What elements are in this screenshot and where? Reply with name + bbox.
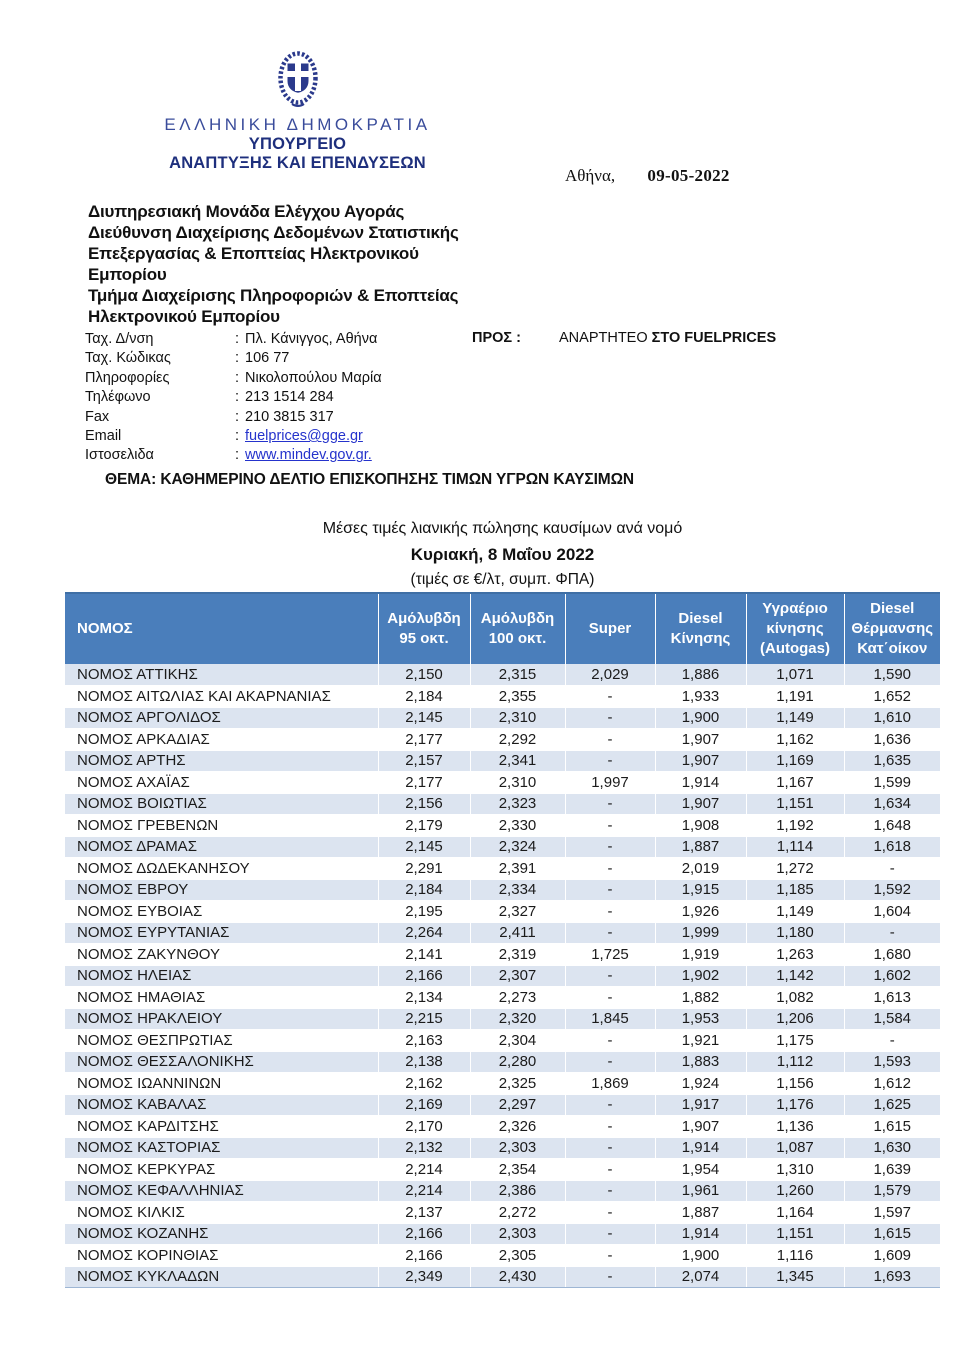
price-cell: 2,292 <box>470 729 565 751</box>
contact-label: Ταχ. Δ/νση <box>85 331 154 347</box>
contact-row <box>85 427 382 446</box>
prefecture-name: ΝΟΜΟΣ ΚΟΡΙΝΘΙΑΣ <box>65 1245 378 1267</box>
price-cell: 1,845 <box>565 1008 655 1030</box>
prefecture-name: ΝΟΜΟΣ ΚΕΡΚΥΡΑΣ <box>65 1159 378 1181</box>
ministry-line2: ΑΝΑΠΤΥΞΗΣ ΚΑΙ ΕΠΕΝΔΥΣΕΩΝ <box>169 154 426 172</box>
price-cell: 2,214 <box>378 1180 470 1202</box>
column-header: Diesel Κίνησης <box>655 593 746 664</box>
price-cell: 1,630 <box>844 1137 940 1159</box>
table-row <box>65 729 940 751</box>
price-cell: 1,149 <box>746 707 844 729</box>
price-cell: 2,349 <box>378 1266 470 1288</box>
document-date: 09-05-2022 <box>647 166 730 185</box>
table-row <box>65 815 940 837</box>
prefecture-name: ΝΟΜΟΣ ΚΕΦΑΛΛΗΝΙΑΣ <box>65 1180 378 1202</box>
price-cell: 2,310 <box>470 707 565 729</box>
price-cell: 2,341 <box>470 750 565 772</box>
contact-row <box>85 349 382 368</box>
prefecture-name: ΝΟΜΟΣ ΗΛΕΙΑΣ <box>65 965 378 987</box>
price-cell: 1,192 <box>746 815 844 837</box>
price-cell: 1,206 <box>746 1008 844 1030</box>
price-cell: 1,345 <box>746 1266 844 1288</box>
price-cell: 1,648 <box>844 815 940 837</box>
price-cell: 1,071 <box>746 664 844 686</box>
price-cell: 1,953 <box>655 1008 746 1030</box>
price-cell: 1,625 <box>844 1094 940 1116</box>
price-cell: 2,291 <box>378 858 470 880</box>
price-cell: 1,639 <box>844 1159 940 1181</box>
price-cell: 2,303 <box>470 1137 565 1159</box>
department-line: Διυπηρεσιακή Μονάδα Ελέγχου Αγοράς <box>88 202 405 221</box>
prefecture-name: ΝΟΜΟΣ ΑΤΤΙΚΗΣ <box>65 664 378 686</box>
table-row <box>65 1051 940 1073</box>
price-cell: 2,029 <box>565 664 655 686</box>
price-cell: 2,074 <box>655 1266 746 1288</box>
table-row <box>65 879 940 901</box>
price-cell: 2,326 <box>470 1116 565 1138</box>
price-cell: 1,260 <box>746 1180 844 1202</box>
contact-value: 106 77 <box>245 350 290 367</box>
price-cell: - <box>565 1116 655 1138</box>
price-cell: 1,602 <box>844 965 940 987</box>
price-cell: 1,900 <box>655 1245 746 1267</box>
price-cell: 2,320 <box>470 1008 565 1030</box>
price-cell: - <box>565 1180 655 1202</box>
price-cell: 2,019 <box>655 858 746 880</box>
price-cell: 2,280 <box>470 1051 565 1073</box>
column-header: Αμόλυβδη 95 οκτ. <box>378 593 470 664</box>
price-cell: 1,926 <box>655 901 746 923</box>
column-header: Super <box>565 593 655 664</box>
price-cell: - <box>565 1094 655 1116</box>
price-cell: 1,597 <box>844 1202 940 1224</box>
prefecture-name: ΝΟΜΟΣ ΚΑΒΑΛΑΣ <box>65 1094 378 1116</box>
price-cell: 1,604 <box>844 901 940 923</box>
price-cell: - <box>565 987 655 1009</box>
price-cell: 2,386 <box>470 1180 565 1202</box>
table-row <box>65 1116 940 1138</box>
table-row <box>65 1159 940 1181</box>
prefecture-name: ΝΟΜΟΣ ΒΟΙΩΤΙΑΣ <box>65 793 378 815</box>
price-cell: 1,914 <box>655 1223 746 1245</box>
price-cell: 1,615 <box>844 1223 940 1245</box>
price-cell: 1,136 <box>746 1116 844 1138</box>
price-cell: 1,886 <box>655 664 746 686</box>
price-cell: 1,310 <box>746 1159 844 1181</box>
prefecture-name: ΝΟΜΟΣ ΗΜΑΘΙΑΣ <box>65 987 378 1009</box>
price-cell: - <box>565 922 655 944</box>
table-row <box>65 772 940 794</box>
price-cell: - <box>565 879 655 901</box>
prefecture-name: ΝΟΜΟΣ ΑΡΤΗΣ <box>65 750 378 772</box>
contact-row <box>85 369 382 388</box>
price-cell: 1,149 <box>746 901 844 923</box>
price-cell: 1,869 <box>565 1073 655 1095</box>
table-title: Μέσες τιμές λιανικής πώλησης καυσίμων ανά νομό <box>322 520 683 537</box>
date-line <box>565 166 730 186</box>
pros-value-bold: ΣΤΟ FUELPRICES <box>651 330 777 346</box>
price-cell: 2,430 <box>470 1266 565 1288</box>
department-block <box>88 201 459 327</box>
price-cell: 2,138 <box>378 1051 470 1073</box>
price-cell: 1,883 <box>655 1051 746 1073</box>
price-cell: 2,163 <box>378 1030 470 1052</box>
contact-label: Τηλέφωνο <box>85 389 151 406</box>
price-cell: 1,907 <box>655 793 746 815</box>
price-cell: 2,170 <box>378 1116 470 1138</box>
table-row <box>65 1223 940 1245</box>
department-line: Διεύθυνση Διαχείρισης Δεδομένων Στατιστικής <box>88 223 459 242</box>
subject-line: ΘΕΜΑ: ΚΑΘΗΜΕΡΙΝΟ ΔΕΛΤΙΟ ΕΠΙΣΚΟΠΗΣΗΣ ΤΙΜΩΝ ΥΓΡΩΝ ΚΑΥΣΙΜΩΝ <box>105 471 635 488</box>
price-cell: 2,304 <box>470 1030 565 1052</box>
column-header: ΝΟΜΟΣ <box>65 593 378 664</box>
price-cell: 2,297 <box>470 1094 565 1116</box>
price-cell: 1,613 <box>844 987 940 1009</box>
contact-value: 213 1514 284 <box>245 389 334 406</box>
price-cell: 2,134 <box>378 987 470 1009</box>
prefecture-name: ΝΟΜΟΣ ΘΕΣΠΡΩΤΙΑΣ <box>65 1030 378 1052</box>
price-cell: - <box>565 965 655 987</box>
price-cell: - <box>565 1051 655 1073</box>
prefecture-name: ΝΟΜΟΣ ΑΧΑΪΑΣ <box>65 772 378 794</box>
price-cell: 1,961 <box>655 1180 746 1202</box>
price-cell: 1,175 <box>746 1030 844 1052</box>
price-cell: 2,132 <box>378 1137 470 1159</box>
prefecture-name: ΝΟΜΟΣ ΚΟΖΑΝΗΣ <box>65 1223 378 1245</box>
prefecture-name: ΝΟΜΟΣ ΚΥΚΛΑΔΩΝ <box>65 1266 378 1288</box>
pros-block <box>472 330 776 346</box>
price-cell: 2,184 <box>378 686 470 708</box>
table-row <box>65 922 940 944</box>
price-cell: 1,167 <box>746 772 844 794</box>
price-cell: 2,215 <box>378 1008 470 1030</box>
contact-label: Email <box>85 428 122 445</box>
column-header: Αμόλυβδη 100 οκτ. <box>470 593 565 664</box>
price-cell: 2,214 <box>378 1159 470 1181</box>
contact-row <box>85 446 382 465</box>
price-cell: 2,305 <box>470 1245 565 1267</box>
price-cell: 2,177 <box>378 729 470 751</box>
price-cell: 1,954 <box>655 1159 746 1181</box>
price-cell: 2,315 <box>470 664 565 686</box>
price-cell: 1,900 <box>655 707 746 729</box>
contact-label: Fax <box>85 408 110 425</box>
contact-row <box>85 330 382 349</box>
table-row <box>65 965 940 987</box>
price-cell: 2,273 <box>470 987 565 1009</box>
price-cell: 1,599 <box>844 772 940 794</box>
price-cell: 1,592 <box>844 879 940 901</box>
table-row <box>65 1137 940 1159</box>
contact-colon: : <box>235 369 240 386</box>
price-cell: 1,917 <box>655 1094 746 1116</box>
price-cell: - <box>565 1030 655 1052</box>
price-cell: 1,997 <box>565 772 655 794</box>
prefecture-name: ΝΟΜΟΣ ΙΩΑΝΝΙΝΩΝ <box>65 1073 378 1095</box>
price-cell: 2,272 <box>470 1202 565 1224</box>
price-cell: 1,636 <box>844 729 940 751</box>
table-row <box>65 1245 940 1267</box>
contact-value <box>245 427 363 446</box>
price-cell: 1,907 <box>655 729 746 751</box>
contact-colon: : <box>235 331 240 347</box>
prefecture-name: ΝΟΜΟΣ ΕΥΒΟΙΑΣ <box>65 901 378 923</box>
contact-colon: : <box>235 428 240 445</box>
price-cell: 1,114 <box>746 836 844 858</box>
ministry-header <box>145 50 450 173</box>
price-cell: 2,166 <box>378 965 470 987</box>
prefecture-name: ΝΟΜΟΣ ΔΩΔΕΚΑΝΗΣΟΥ <box>65 858 378 880</box>
pros-value-regular: ΑΝΑΡΤΗΤΕΟ <box>559 330 648 346</box>
price-cell: - <box>565 1266 655 1288</box>
price-cell: 1,907 <box>655 1116 746 1138</box>
republic-title: ΕΛΛΗΝΙΚΗ ΔΗΜΟΚΡΑΤΙΑ <box>164 115 431 134</box>
prefecture-name: ΝΟΜΟΣ ΗΡΑΚΛΕΙΟΥ <box>65 1008 378 1030</box>
price-cell: 1,180 <box>746 922 844 944</box>
price-cell: 1,924 <box>655 1073 746 1095</box>
price-cell: 1,156 <box>746 1073 844 1095</box>
column-header: Diesel Θέρμανσης Κατ΄οίκον <box>844 593 940 664</box>
price-cell: 2,391 <box>470 858 565 880</box>
price-cell: 1,693 <box>844 1266 940 1288</box>
contact-value: Πλ. Κάνιγγος, Αθήνα <box>245 331 378 347</box>
price-cell: 1,652 <box>844 686 940 708</box>
contact-block <box>85 330 382 466</box>
price-cell: 2,307 <box>470 965 565 987</box>
price-cell: 1,618 <box>844 836 940 858</box>
contact-row <box>85 388 382 407</box>
price-cell: 2,195 <box>378 901 470 923</box>
prefecture-name: ΝΟΜΟΣ ΔΡΑΜΑΣ <box>65 836 378 858</box>
price-cell: 2,319 <box>470 944 565 966</box>
price-cell: 1,263 <box>746 944 844 966</box>
price-cell: 1,584 <box>844 1008 940 1030</box>
price-cell: 1,142 <box>746 965 844 987</box>
price-cell: 2,310 <box>470 772 565 794</box>
contact-colon: : <box>235 408 240 425</box>
prefecture-name: ΝΟΜΟΣ ΚΑΣΤΟΡΙΑΣ <box>65 1137 378 1159</box>
price-cell: 1,176 <box>746 1094 844 1116</box>
price-cell: 1,082 <box>746 987 844 1009</box>
department-line: Ηλεκτρονικού Εμπορίου <box>88 307 280 326</box>
price-cell: 2,323 <box>470 793 565 815</box>
contact-value: Νικολοπούλου Μαρία <box>245 369 382 386</box>
column-header: Υγραέριο κίνησης (Autogas) <box>746 593 844 664</box>
prefecture-name: ΝΟΜΟΣ ΑΡΚΑΔΙΑΣ <box>65 729 378 751</box>
price-cell: - <box>844 1030 940 1052</box>
price-cell: 2,166 <box>378 1245 470 1267</box>
price-cell: 2,354 <box>470 1159 565 1181</box>
price-cell: 2,141 <box>378 944 470 966</box>
price-cell: - <box>565 1137 655 1159</box>
price-cell: 1,882 <box>655 987 746 1009</box>
ministry-line1: ΥΠΟΥΡΓΕΙΟ <box>248 135 347 153</box>
pros-value <box>559 330 776 346</box>
department-line: Εμπορίου <box>88 265 167 284</box>
prefecture-name: ΝΟΜΟΣ ΖΑΚΥΝΘΟΥ <box>65 944 378 966</box>
price-cell: 1,590 <box>844 664 940 686</box>
price-cell: 2,355 <box>470 686 565 708</box>
price-cell: 1,635 <box>844 750 940 772</box>
price-cell: 2,177 <box>378 772 470 794</box>
department-line: Τμήμα Διαχείρισης Πληροφοριών & Εποπτείας <box>88 286 459 305</box>
price-cell: - <box>565 836 655 858</box>
price-cell: 2,334 <box>470 879 565 901</box>
table-row <box>65 1180 940 1202</box>
price-cell: 1,680 <box>844 944 940 966</box>
contact-row <box>85 408 382 427</box>
price-cell: 2,411 <box>470 922 565 944</box>
price-cell: 1,164 <box>746 1202 844 1224</box>
price-cell: 1,933 <box>655 686 746 708</box>
price-cell: 1,634 <box>844 793 940 815</box>
price-cell: 1,579 <box>844 1180 940 1202</box>
price-cell: - <box>565 858 655 880</box>
price-cell: 2,169 <box>378 1094 470 1116</box>
price-cell: 1,593 <box>844 1051 940 1073</box>
table-row <box>65 793 940 815</box>
price-cell: - <box>565 729 655 751</box>
greek-coat-of-arms-icon <box>274 50 322 108</box>
price-cell: - <box>565 901 655 923</box>
price-cell: 2,145 <box>378 707 470 729</box>
price-cell: - <box>565 793 655 815</box>
price-cell: - <box>565 815 655 837</box>
price-cell: 1,915 <box>655 879 746 901</box>
table-header-row <box>65 593 940 664</box>
price-cell: 2,327 <box>470 901 565 923</box>
price-cell: - <box>565 1202 655 1224</box>
contact-value <box>245 446 372 465</box>
price-cell: 1,902 <box>655 965 746 987</box>
table-row <box>65 1094 940 1116</box>
table-row <box>65 1202 940 1224</box>
contact-colon: : <box>235 447 240 464</box>
price-cell: 1,887 <box>655 836 746 858</box>
price-cell: 2,330 <box>470 815 565 837</box>
table-row <box>65 1073 940 1095</box>
price-cell: 2,303 <box>470 1223 565 1245</box>
price-cell: 1,162 <box>746 729 844 751</box>
price-cell: 2,162 <box>378 1073 470 1095</box>
price-cell: 1,615 <box>844 1116 940 1138</box>
prefecture-name: ΝΟΜΟΣ ΚΙΛΚΙΣ <box>65 1202 378 1224</box>
table-row <box>65 1008 940 1030</box>
price-cell: - <box>844 858 940 880</box>
price-cell: 1,887 <box>655 1202 746 1224</box>
department-line: Επεξεργασίας & Εποπτείας Ηλεκτρονικού <box>88 244 419 263</box>
email-link[interactable]: fuelprices@gge.gr <box>245 428 363 445</box>
table-row <box>65 836 940 858</box>
city-label: Αθήνα, <box>565 166 616 185</box>
prefecture-name: ΝΟΜΟΣ ΑΡΓΟΛΙΔΟΣ <box>65 707 378 729</box>
price-cell: - <box>565 686 655 708</box>
price-cell: 2,156 <box>378 793 470 815</box>
contact-colon: : <box>235 350 240 367</box>
prefecture-name: ΝΟΜΟΣ ΑΙΤΩΛΙΑΣ ΚΑΙ ΑΚΑΡΝΑΝΙΑΣ <box>65 686 378 708</box>
price-cell: 1,921 <box>655 1030 746 1052</box>
price-cell: 1,999 <box>655 922 746 944</box>
contact-label: Ταχ. Κώδικας <box>85 350 171 367</box>
table-row <box>65 707 940 729</box>
fuel-prices-table <box>65 592 940 1288</box>
price-cell: - <box>565 1159 655 1181</box>
price-cell: 1,907 <box>655 750 746 772</box>
price-cell: 1,151 <box>746 793 844 815</box>
price-cell: 1,610 <box>844 707 940 729</box>
price-cell: - <box>565 750 655 772</box>
table-row <box>65 750 940 772</box>
table-row <box>65 1030 940 1052</box>
price-cell: 2,264 <box>378 922 470 944</box>
price-cell: 1,914 <box>655 1137 746 1159</box>
price-cell: 1,169 <box>746 750 844 772</box>
price-cell: 2,150 <box>378 664 470 686</box>
prefecture-name: ΝΟΜΟΣ ΚΑΡΔΙΤΣΗΣ <box>65 1116 378 1138</box>
price-cell: 2,137 <box>378 1202 470 1224</box>
table-row <box>65 686 940 708</box>
price-cell: 2,325 <box>470 1073 565 1095</box>
table-note: (τιμές σε €/λτ, συμπ. ΦΠΑ) <box>410 571 595 588</box>
price-cell: 1,191 <box>746 686 844 708</box>
prefecture-name: ΝΟΜΟΣ ΓΡΕΒΕΝΩΝ <box>65 815 378 837</box>
price-cell: 2,157 <box>378 750 470 772</box>
price-cell: - <box>565 1223 655 1245</box>
price-cell: 2,145 <box>378 836 470 858</box>
price-cell: 1,272 <box>746 858 844 880</box>
price-cell: - <box>565 1245 655 1267</box>
contact-label: Ιστοσελιδα <box>85 447 154 464</box>
table-row <box>65 664 940 686</box>
price-cell: 1,919 <box>655 944 746 966</box>
prefecture-name: ΝΟΜΟΣ ΕΒΡΟΥ <box>65 879 378 901</box>
table-row <box>65 901 940 923</box>
price-cell: 1,185 <box>746 879 844 901</box>
price-cell: 2,184 <box>378 879 470 901</box>
contact-label: Πληροφορίες <box>85 369 170 386</box>
pros-label: ΠΡΟΣ : <box>472 330 521 346</box>
price-cell: 1,116 <box>746 1245 844 1267</box>
table-row <box>65 944 940 966</box>
price-cell: 1,612 <box>844 1073 940 1095</box>
table-row <box>65 1266 940 1288</box>
price-cell: - <box>565 707 655 729</box>
price-cell: 1,112 <box>746 1051 844 1073</box>
price-cell: 1,087 <box>746 1137 844 1159</box>
prefecture-name: ΝΟΜΟΣ ΘΕΣΣΑΛΟΝΙΚΗΣ <box>65 1051 378 1073</box>
price-cell: 2,179 <box>378 815 470 837</box>
prefecture-name: ΝΟΜΟΣ ΕΥΡΥΤΑΝΙΑΣ <box>65 922 378 944</box>
price-cell: 1,914 <box>655 772 746 794</box>
price-cell: - <box>844 922 940 944</box>
table-row <box>65 987 940 1009</box>
table-row <box>65 858 940 880</box>
price-cell: 1,725 <box>565 944 655 966</box>
price-cell: 2,324 <box>470 836 565 858</box>
price-cell: 2,166 <box>378 1223 470 1245</box>
website-link[interactable]: www.mindev.gov.gr. <box>245 447 372 464</box>
table-titles <box>65 520 940 589</box>
contact-value: 210 3815 317 <box>245 408 334 425</box>
table-date: Κυριακή, 8 Μαΐου 2022 <box>410 545 595 564</box>
contact-colon: : <box>235 389 240 406</box>
price-cell: 1,908 <box>655 815 746 837</box>
price-cell: 1,609 <box>844 1245 940 1267</box>
price-cell: 1,151 <box>746 1223 844 1245</box>
